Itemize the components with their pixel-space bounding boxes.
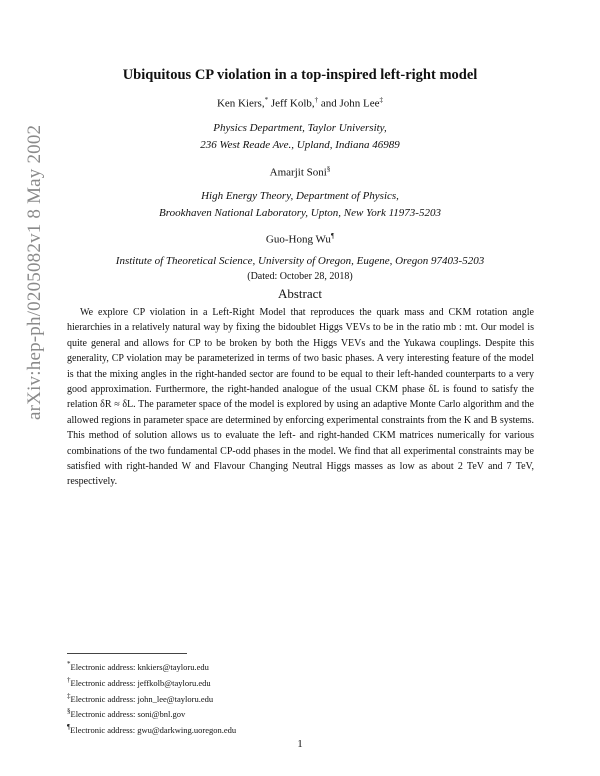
footnote-mark: ‡ xyxy=(67,691,71,700)
footnote-label: Electronic address: xyxy=(70,693,136,704)
author-line-1 xyxy=(0,96,600,110)
date-line: (Dated: October 28, 2018) xyxy=(247,271,353,282)
footnote-mark: * xyxy=(67,660,71,668)
abstract-heading: Abstract xyxy=(277,286,323,301)
footnote-email: soni@bnl.gov xyxy=(137,709,186,720)
footnote-label: Electronic address: xyxy=(70,725,136,736)
footnote xyxy=(67,705,236,721)
affiliation-2 xyxy=(0,188,600,222)
affiliation-3: Institute of Theoretical Science, University of Oregon, Eugene, Oregon 97403-5203 xyxy=(115,255,485,267)
footnote-mark: ¶ xyxy=(67,723,71,732)
author-name: and John Lee xyxy=(320,97,380,110)
affiliation-line: 236 West Reade Ave., Upland, Indiana 46989 xyxy=(200,139,400,151)
footnote-mark: § xyxy=(67,707,71,716)
abstract-text: We explore CP violation in a Left-Right Model that reproduces the quark mass and CKM rotation angle hierarchies in a relatively natural way by fixing the bidoublet Higgs VEVs to be in the ratio mb : mt. Our model is quite general and allows for CP to be broken by both the Higgs VEVs and the Yukawa couplings. Despite this generality, CP violation may be parameterized in terms of two basic phases. A very interesting feature of the model is that the mixing angles in the right-handed sector are found to be equal to their left-handed counterparts to a very good approximation. Furthermore, the right-handed analogue of the usual CKM phase δL is found to satisfy the relation δR ≈ δL. The parameter space of the model is explored by using an adaptive Monte Carlo algorithm and the allowed regions in parameter space are determined by enforcing experimental constraints from the K and B systems. This method of solution allows us to evaluate the left- and right-handed CKM matrices numerically for various combinations of the two fundamental CP-odd phases in the model. We find that all experimental constraints may be satisfied with right-handed W and Flavour Changing Neutral Higgs masses as low as about 2 TeV and 7 TeV, respectively. xyxy=(67,307,534,488)
author-name: Ken Kiers, xyxy=(216,97,265,110)
footnote-label: Electronic address: xyxy=(70,661,136,672)
footnote xyxy=(67,690,236,706)
footnote-email: gwu@darkwing.uoregon.edu xyxy=(137,725,237,736)
footnote-mark: ¶ xyxy=(330,232,335,240)
footnote-mark: † xyxy=(314,96,319,104)
footnote xyxy=(67,658,236,674)
arxiv-identifier-stamp: arXiv:hep-ph/0205082v1 8 May 2002 xyxy=(24,124,45,420)
footnotes xyxy=(67,658,236,737)
footnote-mark: * xyxy=(264,96,269,104)
footnote-email: john_lee@tayloru.edu xyxy=(137,693,214,704)
author-line-3 xyxy=(0,232,600,246)
affiliation-line: High Energy Theory, Department of Physics, xyxy=(201,190,399,202)
author-name: Guo-Hong Wu xyxy=(265,233,331,246)
footnote-label: Electronic address: xyxy=(70,709,136,720)
footnote-mark: § xyxy=(326,165,331,173)
author-name: Jeff Kolb, xyxy=(270,97,315,110)
footnote-email: jeffkolb@tayloru.edu xyxy=(137,677,211,688)
affiliation-line: Physics Department, Taylor University, xyxy=(213,122,387,134)
paper-title: Ubiquitous CP violation in a top-inspired left-right model xyxy=(122,67,478,83)
affiliation-1 xyxy=(0,120,600,154)
author-line-2 xyxy=(0,165,600,179)
author-name: Amarjit Soni xyxy=(269,166,327,179)
footnote-email: knkiers@tayloru.edu xyxy=(137,661,209,672)
footnote xyxy=(67,674,236,690)
footnote-mark: † xyxy=(67,675,71,684)
page-number: 1 xyxy=(297,738,303,750)
footnote-mark: ‡ xyxy=(379,96,384,104)
footnote-label: Electronic address: xyxy=(70,677,136,688)
affiliation-line: Brookhaven National Laboratory, Upton, New York 11973-5203 xyxy=(159,207,441,219)
footnote-divider xyxy=(67,653,187,654)
footnote xyxy=(67,721,236,737)
